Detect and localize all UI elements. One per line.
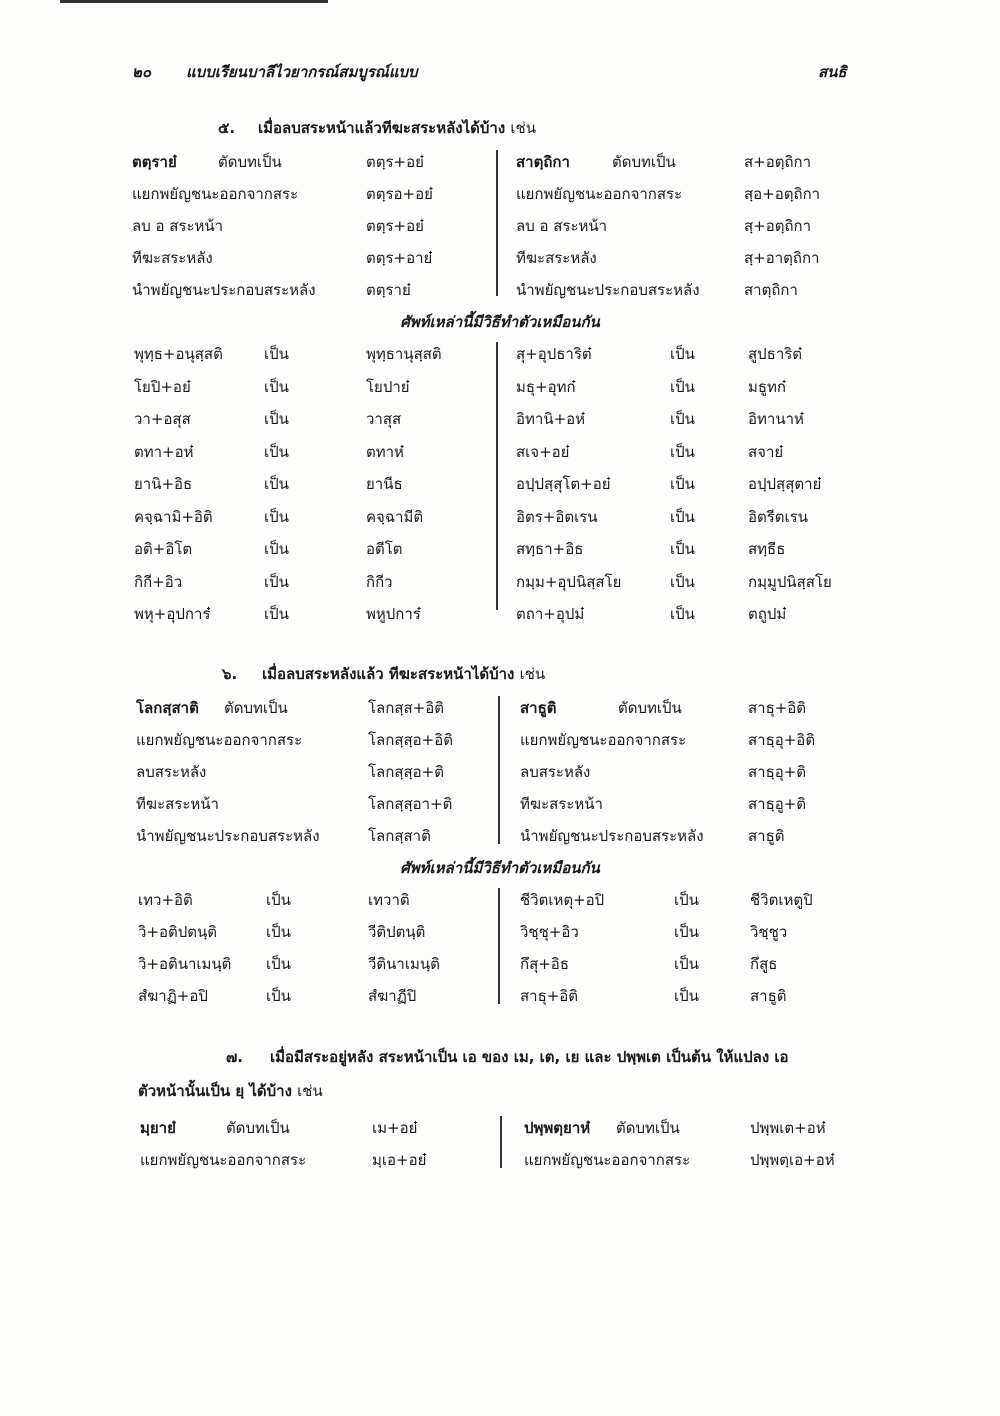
- section-7-right-cell: ปพฺพตฺยาห๋: [524, 1119, 591, 1137]
- section-5-similar-left-cell: วาสุส: [366, 410, 402, 428]
- section-6-left-cell: โลกสฺสาติ: [136, 699, 199, 717]
- section-6-similar-right-cell: สาธุ+อิติ: [520, 987, 579, 1005]
- section-5-similar-left-cell: คจฺฉามีติ: [366, 507, 424, 526]
- section-5-left-cell: ตตฺราย๋: [132, 153, 177, 171]
- section-6-similar-right-cell: สาธูติ: [750, 987, 787, 1005]
- section-5-heading: [218, 116, 536, 140]
- section-6-tail: เช่น: [519, 665, 546, 683]
- section-6-right-cell: สาธุ+อิติ: [748, 699, 807, 717]
- section-7-left-cell: ตัดบทเป็น: [226, 1119, 290, 1137]
- section-5-similar-left-cell: ยานีธ: [366, 475, 403, 493]
- section-5-similar-right-cell: เป็น: [670, 572, 695, 591]
- section-6-similar-right-cell: กึสุ+อิธ: [520, 955, 569, 973]
- section-5-right-cell: แยกพยัญชนะออกจากสระ: [516, 185, 683, 203]
- section-5-left-cell: ตตฺรอ+อย๋: [366, 185, 433, 203]
- section-5-similar-left-cell: พหูปการ๋: [366, 605, 421, 623]
- section-5-similar-right-cell: สทฺธีธ: [748, 540, 786, 558]
- section-6-similar-left-cell: เป็น: [266, 891, 291, 909]
- section-5-similar-left-cell: เป็น: [264, 410, 289, 428]
- section-5-similar-left-cell: ยานิ+อิธ: [134, 475, 193, 493]
- section-5-similar-left-cell: ตทาห๋: [366, 442, 404, 461]
- section-6-right-cell: สาธฺอุ+ติ: [748, 763, 807, 781]
- section-7-title-line1: เมื่อมีสระอยู่หลัง สระหน้าเป็น เอ ของ เม, เต, เย และ ปพฺพเต เป็นต้น ให้แปลง เอ: [270, 1048, 789, 1066]
- section-5-similar-left-cell: เป็น: [264, 540, 289, 558]
- section-6-similar-left-cell: วิ+อติปตนฺติ: [138, 923, 217, 941]
- section-5-similar-right-cell: กมฺม+อุปนิสฺสโย: [516, 572, 622, 591]
- section-5-similar-right-cell: สุ+อุปธาริต๋: [516, 345, 592, 363]
- section-5-similar-right-cell: เป็น: [670, 540, 695, 558]
- section-5-similar-left-cell: โยปิ+อย๋: [134, 377, 191, 396]
- section-5-similar-right-cell: สเจ+อย๋: [516, 442, 570, 461]
- section-5-left-cell: ลบ อ สระหน้า: [132, 217, 224, 235]
- section-5-divider: [496, 150, 498, 296]
- section-6-similar-left-cell: วีตินาเมนฺติ: [368, 955, 440, 973]
- section-5-right-cell: สฺ+อตฺถิกา: [744, 217, 812, 235]
- section-6-right-cell: สาธูติ: [748, 827, 785, 845]
- section-5-left-cell: ตตฺร+อาย๋: [366, 249, 433, 267]
- section-7-right-cell: ปพฺพเต+อห๋: [750, 1119, 826, 1137]
- section-5-right-cell: ตัดบทเป็น: [612, 153, 676, 171]
- section-6-similar-heading: ศัพท์เหล่านี้มีวิธีทำตัวเหมือนกัน: [400, 859, 600, 877]
- section-7-right-cell: ตัดบทเป็น: [616, 1119, 680, 1137]
- section-6-similar-left-cell: เทวาติ: [368, 891, 410, 909]
- section-5-left-cell: แยกพยัญชนะออกจากสระ: [132, 185, 299, 203]
- section-6-similar-left-cell: วิ+อตินาเมนฺติ: [138, 955, 232, 973]
- section-5-tail: เช่น: [510, 119, 536, 137]
- section-5-similar-left-cell: เป็น: [264, 377, 289, 396]
- section-5-similar-right-cell: ตถูปม๋: [748, 605, 787, 623]
- section-5-similar-left-cell: เป็น: [264, 572, 289, 591]
- section-7-left-cell: มฺเอ+อย๋: [372, 1151, 427, 1169]
- section-6-similar-right-cell: วิชฺชุ+อิว: [520, 923, 579, 941]
- section-5-similar-right-cell: อปฺปสฺสุโต+อย๋: [516, 475, 611, 493]
- section-5-similar-right-cell: ตถา+อุปม๋: [516, 605, 585, 623]
- section-7-number: ๗.: [226, 1048, 243, 1066]
- section-7-left-cell: แยกพยัญชนะออกจากสระ: [140, 1151, 307, 1169]
- section-6-right-cell: ทีฆะสระหน้า: [520, 795, 603, 813]
- section-5-similar-right-cell: กมฺมูปนิสฺสโย: [748, 572, 832, 591]
- section-7-right-cell: ปพฺพตฺเอ+อห๋: [750, 1151, 835, 1169]
- section-6-left-cell: โลกสฺสฺอ+อิติ: [368, 731, 453, 749]
- section-6-divider: [498, 696, 500, 844]
- section-6-similar-right-cell: วิชฺชูว: [750, 923, 788, 941]
- section-5-similar-left-cell: เป็น: [264, 507, 289, 526]
- section-5-similar-left-cell: อติ+อิโต: [134, 540, 193, 558]
- section-6-similar-right-cell: เป็น: [674, 955, 699, 973]
- section-5-similar-right-cell: เป็น: [670, 507, 695, 526]
- section-5-similar-left-cell: พุทฺธ+อนุสฺสติ: [134, 345, 223, 363]
- section-5-left-cell: ตตฺราย๋: [366, 281, 411, 299]
- section-5-right-cell: สฺอ+อตฺถิกา: [744, 185, 821, 203]
- page-header: [0, 60, 1000, 90]
- section-5-left-cell: ตตฺร+อย๋: [366, 217, 424, 235]
- section-6-similar-left-cell: เป็น: [266, 987, 291, 1005]
- section-6-title: เมื่อลบสระหลังแล้ว ทีฆะสระหน้าได้บ้าง: [262, 665, 515, 683]
- section-5-similar-right-cell: เป็น: [670, 475, 695, 493]
- section-5-similar-left-cell: ตทา+อห๋: [134, 442, 194, 461]
- section-7-left-cell: เม+อย๋: [372, 1119, 418, 1137]
- section-5-similar-left-cell: เป็น: [264, 605, 289, 623]
- book-title: แบบเรียนบาลีไวยากรณ์สมบูรณ์แบบ: [186, 63, 418, 81]
- section-5-right-cell: สาตฺถิกา: [516, 153, 570, 171]
- section-6-right-cell: สาธฺอู+ติ: [748, 795, 807, 813]
- section-5-title: เมื่อลบสระหน้าแล้วทีฆะสระหลังได้บ้าง: [258, 119, 506, 137]
- section-6-similar-right-cell: ชีวิตเหตูปิ: [750, 891, 813, 909]
- section-5-similar-left-cell: กิกี+อิว: [134, 572, 183, 591]
- section-5-similar-left-cell: เป็น: [264, 345, 289, 363]
- section-6-similar-right-cell: ชีวิตเหตุ+อปิ: [520, 891, 605, 909]
- section-5-right-cell: สาตฺถิกา: [744, 281, 798, 299]
- section-6-similar-left-cell: วีติปตนฺติ: [368, 923, 426, 941]
- section-5-similar-right-cell: เป็น: [670, 442, 695, 461]
- section-5-similar-divider: [496, 342, 498, 610]
- section-6-left-cell: ลบสระหลัง: [136, 763, 207, 781]
- section-6-left-cell: โลกสฺส+อิติ: [368, 699, 444, 717]
- section-6-right-cell: สาธูติ: [520, 699, 557, 717]
- section-5-similar-right-cell: สทฺธา+อิธ: [516, 540, 584, 558]
- section-5-similar-left-cell: เป็น: [264, 442, 289, 461]
- section-6-number: ๖.: [222, 665, 238, 683]
- section-6-right-cell: นำพยัญชนะประกอบสระหลัง: [520, 827, 704, 845]
- section-5-right-cell: ทีฆะสระหลัง: [516, 249, 597, 267]
- section-6-right-cell: สาธฺอุ+อิติ: [748, 731, 816, 749]
- section-6-right-cell: ลบสระหลัง: [520, 763, 591, 781]
- chapter-title: สนธิ: [818, 63, 847, 81]
- section-5-left-cell: ตัดบทเป็น: [218, 153, 282, 171]
- section-5-similar-left-cell: พหุ+อุปการ๋: [134, 605, 211, 623]
- section-5-left-cell: ตตฺร+อย๋: [366, 153, 424, 171]
- section-7-heading: [138, 1040, 878, 1108]
- section-5-similar-right-cell: อปฺปสฺสุตาย๋: [748, 475, 822, 493]
- section-5-similar-heading: ศัพท์เหล่านี้มีวิธีทำตัวเหมือนกัน: [400, 313, 600, 331]
- section-6-similar-left-cell: สํฆาฏิ+อปิ: [138, 987, 208, 1005]
- section-5-similar-left-cell: พุทฺธานุสฺสติ: [366, 345, 442, 363]
- section-5-similar-right-cell: เป็น: [670, 377, 695, 396]
- section-6-left-cell: นำพยัญชนะประกอบสระหลัง: [136, 827, 320, 845]
- section-6-heading: [222, 662, 545, 686]
- section-6-left-cell: แยกพยัญชนะออกจากสระ: [136, 731, 303, 749]
- section-5-similar-left-cell: วา+อสุส: [134, 410, 191, 428]
- section-5-left-cell: ทีฆะสระหลัง: [132, 249, 213, 267]
- section-6-right-cell: ตัดบทเป็น: [618, 699, 682, 717]
- section-6-similar-divider: [498, 888, 500, 1004]
- section-7-tail: เช่น: [297, 1082, 323, 1100]
- section-5-similar-right-cell: เป็น: [670, 605, 695, 623]
- section-7-divider: [500, 1116, 502, 1168]
- section-6-left-cell: โลกสฺสฺอ+ติ: [368, 763, 444, 781]
- section-6-similar-left-cell: เทว+อิติ: [138, 891, 193, 909]
- section-5-right-cell: ลบ อ สระหน้า: [516, 217, 608, 235]
- section-5-right-cell: นำพยัญชนะประกอบสระหลัง: [516, 281, 700, 299]
- section-6-right-cell: แยกพยัญชนะออกจากสระ: [520, 731, 687, 749]
- section-5-similar-right-cell: อิตร+อิตเรน: [516, 507, 598, 526]
- section-5-similar-left-cell: อตีโต: [366, 540, 403, 558]
- section-6-left-cell: ตัดบทเป็น: [224, 699, 288, 717]
- section-6-left-cell: โลกสฺสาติ: [368, 827, 431, 845]
- section-7-left-cell: มฺยาย๋: [140, 1119, 176, 1137]
- section-7-title-line2: ตัวหน้านั้นเป็น ยฺ ได้บ้าง: [138, 1082, 292, 1100]
- section-6-similar-right-cell: กึสูธ: [750, 955, 778, 973]
- section-6-left-cell: โลกสฺสฺอา+ติ: [368, 795, 453, 813]
- section-5-similar-right-cell: เป็น: [670, 410, 695, 428]
- section-5-similar-left-cell: เป็น: [264, 475, 289, 493]
- section-5-similar-right-cell: สจาย๋: [748, 442, 784, 461]
- section-6-similar-right-cell: เป็น: [674, 891, 699, 909]
- section-5-left-cell: นำพยัญชนะประกอบสระหลัง: [132, 281, 316, 299]
- section-6-similar-left-cell: สํฆาฏีปิ: [368, 987, 417, 1005]
- section-5-similar-right-cell: สูปธาริต๋: [748, 345, 803, 363]
- section-6-similar-left-cell: เป็น: [266, 923, 291, 941]
- top-rule: [60, 0, 328, 3]
- section-6-similar-right-cell: เป็น: [674, 923, 699, 941]
- section-5-similar-left-cell: โยปาย๋: [366, 377, 410, 396]
- section-7-right-cell: แยกพยัญชนะออกจากสระ: [524, 1151, 691, 1169]
- section-5-similar-right-cell: อิตรีตเรน: [748, 507, 808, 526]
- section-5-similar-left-cell: กิกีว: [366, 572, 393, 591]
- section-6-similar-left-cell: เป็น: [266, 955, 291, 973]
- section-5-similar-right-cell: อิทานิ+อห๋: [516, 410, 586, 428]
- section-5-right-cell: ส+อตฺถิกา: [744, 153, 812, 171]
- section-5-right-cell: สฺ+อาตฺถิกา: [744, 249, 820, 267]
- section-5-number: ๕.: [218, 119, 236, 137]
- section-5-similar-right-cell: เป็น: [670, 345, 695, 363]
- section-6-similar-right-cell: เป็น: [674, 987, 699, 1005]
- section-5-similar-right-cell: มธูทก๋: [748, 377, 787, 396]
- section-5-similar-right-cell: อิทานาห๋: [748, 410, 804, 428]
- section-5-similar-right-cell: มธุ+อุทก๋: [516, 377, 576, 396]
- section-5-similar-left-cell: คจฺฉามิ+อิติ: [134, 507, 213, 526]
- page-number: ๒๐: [132, 63, 152, 81]
- section-6-left-cell: ทีฆะสระหน้า: [136, 795, 219, 813]
